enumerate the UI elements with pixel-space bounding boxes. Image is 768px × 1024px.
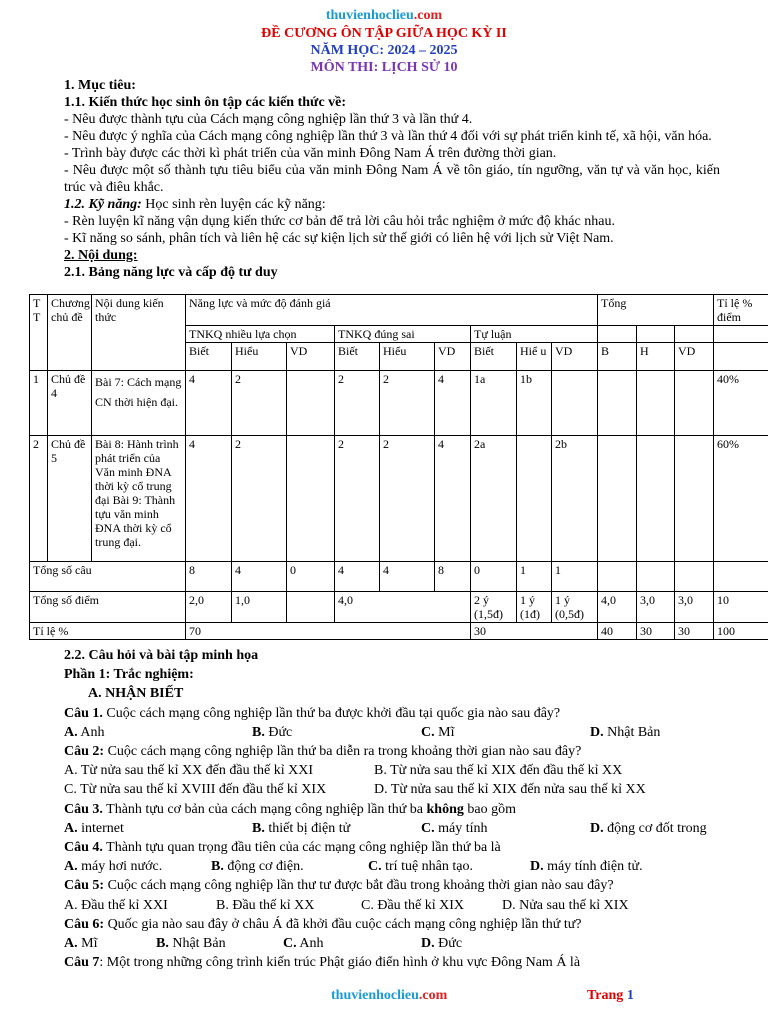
table-cell: 1 — [552, 562, 598, 592]
answer-option — [590, 723, 660, 742]
site-name: thuvienhoclieu — [325, 8, 414, 23]
table-cell: 2 ý (1,5đ) — [471, 592, 517, 623]
footer-site — [331, 988, 447, 1004]
table-cell — [714, 343, 768, 371]
table-cell: 2,0 — [186, 592, 232, 623]
th-total: Tổng — [598, 295, 714, 326]
objectives-section — [64, 77, 720, 281]
table-cell: 2b — [552, 436, 598, 562]
question-number: Câu 7 — [64, 955, 100, 971]
option-text: Anh — [77, 724, 105, 740]
page-label: Trang — [587, 988, 627, 1003]
th-level: Hiể u — [517, 343, 552, 371]
table-cell: 10 — [714, 592, 768, 623]
question-text: Cuộc cách mạng công nghiệp lần thứ ba diễn ra trong khoảng thời gian nào sau đây? — [104, 744, 582, 760]
answer-row — [64, 819, 734, 838]
table-cell — [598, 371, 637, 436]
footer-site-tld: .com — [418, 988, 448, 1003]
table-cell: 2 — [380, 371, 435, 436]
table-cell: 0 — [287, 562, 335, 592]
option-text: trí tuệ nhân tạo. — [381, 859, 473, 875]
answer-option: B. Từ nửa sau thế kỉ XIX đến đầu thế kỉ XX — [374, 763, 623, 779]
answer-option — [421, 723, 590, 742]
answer-option — [530, 857, 643, 876]
table-cell: 4 — [435, 371, 471, 436]
th-ratio: Tỉ lệ % điểm — [714, 295, 768, 326]
table-cell — [287, 592, 335, 623]
table-cell: Chủ đề 5 — [48, 436, 92, 562]
table-cell: 30 — [471, 623, 598, 640]
answer-option — [368, 857, 530, 876]
answer-option — [156, 934, 283, 953]
option-letter: D. — [530, 859, 544, 875]
table-cell — [637, 562, 675, 592]
table-cell: 1 — [30, 371, 48, 436]
answer-option — [64, 934, 156, 953]
table-cell: Tỉ lệ % — [30, 623, 186, 640]
site-tld: .com — [413, 8, 443, 23]
option-text: Anh — [296, 936, 324, 952]
option-text: Đức — [264, 724, 293, 740]
option-letter: C. — [283, 936, 297, 952]
answer-row — [64, 896, 734, 915]
table-cell: Bài 8: Hành trình phát triển của Văn minh ĐNA thời kỳ cổ trung đại Bài 9: Thành tựu văn minh ĐNA thời kỳ cổ trung đại. — [92, 436, 186, 562]
site-watermark — [0, 7, 768, 24]
table-cell: Tổng số câu — [30, 562, 186, 592]
table-cell: 70 — [186, 623, 471, 640]
table-cell: 4 — [232, 562, 287, 592]
th-level: VD — [675, 343, 714, 371]
th-content: Nội dung kiến thức — [92, 295, 186, 371]
question-text: Cuộc cách mạng công nghiệp lần thứ ba được khởi đầu tại quốc gia nào sau đây? — [102, 705, 561, 721]
table-cell: 1 — [517, 562, 552, 592]
option-text: động cơ đốt trong — [603, 820, 707, 836]
skills-paragraph — [64, 196, 720, 213]
option-text: máy tính điện tử. — [543, 859, 643, 875]
footer-site-name: thuvienhoclieu — [331, 988, 419, 1003]
option-letter: D. — [590, 820, 604, 836]
table-cell: 2 — [232, 371, 287, 436]
table-cell: 30 — [675, 623, 714, 640]
table-cell — [714, 326, 768, 343]
question-4 — [64, 838, 734, 857]
answer-option — [64, 857, 211, 876]
knowledge-item: - Nêu được ý nghĩa của Cách mạng công nghiệp lần thứ 3 và lần thứ 4 đối với sự phát triển kinh tế, xã hội, văn hóa. — [64, 129, 712, 144]
answer-option: D. Nửa sau thế kỉ XIX — [502, 897, 629, 913]
table-cell: 2a — [471, 436, 517, 562]
table-cell — [675, 371, 714, 436]
answer-option — [211, 857, 368, 876]
table-cell: 4 — [186, 371, 232, 436]
answer-row — [64, 761, 734, 780]
table-cell — [675, 562, 714, 592]
heading-questions: 2.2. Câu hỏi và bài tập minh họa — [64, 648, 259, 663]
question-6 — [64, 915, 734, 934]
th-level: B — [598, 343, 637, 371]
table-cell: 1,0 — [232, 592, 287, 623]
skill-item: - Kĩ năng so sánh, phân tích và liên hệ các sự kiện lịch sử thế giới có liên hệ với lịch sử Việt Nam. — [64, 231, 614, 246]
table-cell: 30 — [637, 623, 675, 640]
answer-row — [64, 934, 734, 953]
option-text: internet — [77, 820, 124, 836]
questions-section — [64, 646, 734, 972]
th-level: VD — [287, 343, 335, 371]
exam-subject: MÔN THI: LỊCH SỬ 10 — [310, 60, 458, 75]
table-row — [30, 592, 768, 623]
option-text: máy hơi nước. — [77, 859, 163, 875]
table-cell: 4 — [186, 436, 232, 562]
table-cell: 3,0 — [675, 592, 714, 623]
option-letter: C. — [421, 724, 435, 740]
question-2 — [64, 742, 734, 761]
table-row — [30, 436, 768, 562]
table-cell — [552, 371, 598, 436]
th-level: VD — [552, 343, 598, 371]
question-3 — [64, 800, 734, 819]
th-level: Biết — [335, 343, 380, 371]
question-text: : Một trong những công trình kiến trúc Phật giáo điển hình ở khu vực Đông Nam Á là — [99, 955, 581, 971]
answer-option: C. Đầu thế kỉ XIX — [361, 897, 465, 913]
th-level: H — [637, 343, 675, 371]
heading-objectives: 1. Mục tiêu: — [64, 78, 136, 93]
th-level: Biết — [471, 343, 517, 371]
table-row — [30, 623, 768, 640]
table-cell: 8 — [435, 562, 471, 592]
table-cell: 4,0 — [598, 592, 637, 623]
th-level: Hiểu — [380, 343, 435, 371]
answer-option: A. Từ nửa sau thế kỉ XX đến đầu thế kỉ XXI — [64, 763, 313, 779]
table-row — [30, 371, 768, 436]
heading-recognition: A. NHẬN BIẾT — [88, 686, 184, 702]
table-cell — [714, 562, 768, 592]
question-number: Câu 4. — [64, 840, 103, 856]
option-text: Nhật Bản — [603, 724, 661, 740]
option-text: Đức — [434, 936, 463, 952]
th-true-false: TNKQ đúng sai — [335, 326, 471, 343]
table-cell — [637, 436, 675, 562]
table-cell — [598, 436, 637, 562]
question-text: Thành tựu quan trọng đầu tiên của các mạng công nghiệp lần thứ ba là — [102, 840, 501, 856]
table-cell: Tổng số điểm — [30, 592, 186, 623]
skill-item: - Rèn luyện kĩ năng vận dụng kiến thức cơ bản để trả lời câu hỏi trắc nghiệm ở mức độ khác nhau. — [64, 214, 615, 229]
table-cell: Chủ đề 4 — [48, 371, 92, 436]
th-essay: Tự luận — [471, 326, 598, 343]
table-cell: 4 — [380, 562, 435, 592]
option-text: thiết bị điện tử — [264, 820, 351, 836]
option-letter: B. — [252, 820, 265, 836]
table-cell: 100 — [714, 623, 768, 640]
question-number: Câu 2: — [64, 744, 105, 760]
answer-option — [64, 723, 252, 742]
knowledge-item: - Trình bày được các thời kì phát triển của văn minh Đông Nam Á trên đường thời gian. — [64, 146, 557, 161]
table-cell: Bài 7: Cách mạng CN thời hiện đại. — [92, 371, 186, 436]
question-number: Câu 5: — [64, 878, 105, 894]
option-letter: B. — [252, 724, 265, 740]
table-cell: 4,0 — [335, 592, 471, 623]
question-number: Câu 1. — [64, 705, 103, 721]
table-cell: 2 — [30, 436, 48, 562]
th-multiple-choice: TNKQ nhiều lựa chọn — [186, 326, 335, 343]
th-chapter: Chương chủ đề — [48, 295, 92, 371]
question-keyword: không — [426, 801, 464, 817]
table-cell: 2 — [232, 436, 287, 562]
th-level: Biết — [186, 343, 232, 371]
answer-row — [64, 780, 734, 799]
knowledge-item: - Nêu được thành tựu của Cách mạng công nghiệp lần thứ 3 và lần thứ 4. — [64, 112, 473, 127]
table-cell: 3,0 — [637, 592, 675, 623]
option-letter: D. — [590, 724, 604, 740]
table-cell — [637, 371, 675, 436]
knowledge-item: - Nêu được một số thành tựu tiêu biểu của văn minh Đông Nam Á về tôn giáo, tín ngưỡng, văn tự và văn học, kiến trúc và điêu khắc. — [64, 163, 720, 195]
answer-option — [421, 819, 590, 838]
answer-option: D. Từ nửa sau thế kỉ XIX đến nửa sau thế kỉ XX — [374, 782, 646, 798]
table-cell: 2 — [380, 436, 435, 562]
answer-option — [590, 819, 707, 838]
option-letter: D. — [421, 936, 435, 952]
question-text: Thành tựu cơ bản của cách mạng công nghiệp lần thứ ba — [102, 801, 427, 817]
answer-option: A. Đầu thế kỉ XXI — [64, 897, 168, 913]
table-cell: 40% — [714, 371, 768, 436]
heading-skills: 1.2. Kỹ năng: — [64, 197, 142, 212]
skills-intro: Học sinh rèn luyện các kỹ năng: — [141, 197, 326, 212]
th-level: Hiểu — [232, 343, 287, 371]
question-text: Quốc gia nào sau đây ở châu Á đã khởi đầu cuộc cách mạng công nghiệp lần thứ tư? — [104, 916, 582, 932]
question-1 — [64, 704, 734, 723]
table-cell — [637, 326, 675, 343]
answer-option: C. Từ nửa sau thế kỉ XVIII đến đầu thế kỉ XIX — [64, 782, 327, 798]
table-cell — [287, 436, 335, 562]
table-cell — [517, 436, 552, 562]
heading-content: 2. Nội dung: — [64, 248, 138, 263]
answer-option — [252, 723, 421, 742]
option-letter: C. — [421, 820, 435, 836]
question-7 — [64, 953, 734, 972]
heading-table: 2.1. Bảng năng lực và cấp độ tư duy — [64, 265, 278, 280]
option-letter: A. — [64, 936, 78, 952]
table-row — [30, 562, 768, 592]
table-cell: 1 ý (1đ) — [517, 592, 552, 623]
heading-knowledge: 1.1. Kiến thức học sinh ôn tập các kiến thức về: — [64, 95, 347, 110]
answer-option — [252, 819, 421, 838]
question-number: Câu 3. — [64, 801, 103, 817]
th-competency: Năng lực và mức độ đánh giá — [186, 295, 598, 326]
table-cell — [598, 562, 637, 592]
table-cell — [287, 371, 335, 436]
table-cell: 1b — [517, 371, 552, 436]
table-cell: 40 — [598, 623, 637, 640]
question-number: Câu 6: — [64, 916, 105, 932]
option-text: Mĩ — [77, 936, 98, 952]
answer-row — [64, 723, 734, 742]
th-level: VD — [435, 343, 471, 371]
table-cell: 4 — [435, 436, 471, 562]
table-cell: 60% — [714, 436, 768, 562]
table-cell: 2 — [335, 436, 380, 562]
answer-option — [421, 934, 462, 953]
table-cell — [598, 326, 637, 343]
table-cell — [675, 326, 714, 343]
heading-part1: Phần 1: Trắc nghiệm: — [64, 667, 194, 683]
question-5 — [64, 876, 734, 895]
table-cell: 0 — [471, 562, 517, 592]
answer-option — [64, 819, 252, 838]
option-text: Nhật Bản — [168, 936, 226, 952]
answer-option: B. Đầu thế kỉ XX — [216, 897, 315, 913]
option-letter: A. — [64, 820, 78, 836]
table-cell: 2 — [335, 371, 380, 436]
school-year: NĂM HỌC: 2024 – 2025 — [310, 43, 458, 58]
page-num: 1 — [626, 988, 634, 1003]
document-title: ĐỀ CƯƠNG ÔN TẬP GIỮA HỌC KỲ II — [261, 26, 507, 41]
th-order: T T — [30, 295, 48, 371]
table-cell: 4 — [335, 562, 380, 592]
option-letter: B. — [211, 859, 224, 875]
answer-row — [64, 857, 734, 876]
competency-table — [29, 294, 768, 640]
option-letter: A. — [64, 859, 78, 875]
option-text: máy tính — [434, 820, 488, 836]
table-cell — [675, 436, 714, 562]
question-text: bao gồm — [463, 801, 516, 817]
table-cell: 1 ý (0,5đ) — [552, 592, 598, 623]
page-number — [587, 988, 634, 1004]
table-cell: 8 — [186, 562, 232, 592]
answer-option — [283, 934, 421, 953]
option-letter: C. — [368, 859, 382, 875]
table-cell: 1a — [471, 371, 517, 436]
question-text: Cuộc cách mạng công nghiệp lần thư tư được bắt đầu trong khoảng thời gian nào sau đây? — [104, 878, 614, 894]
option-text: động cơ điện. — [223, 859, 304, 875]
option-text: Mĩ — [434, 724, 455, 740]
option-letter: A. — [64, 724, 78, 740]
option-letter: B. — [156, 936, 169, 952]
